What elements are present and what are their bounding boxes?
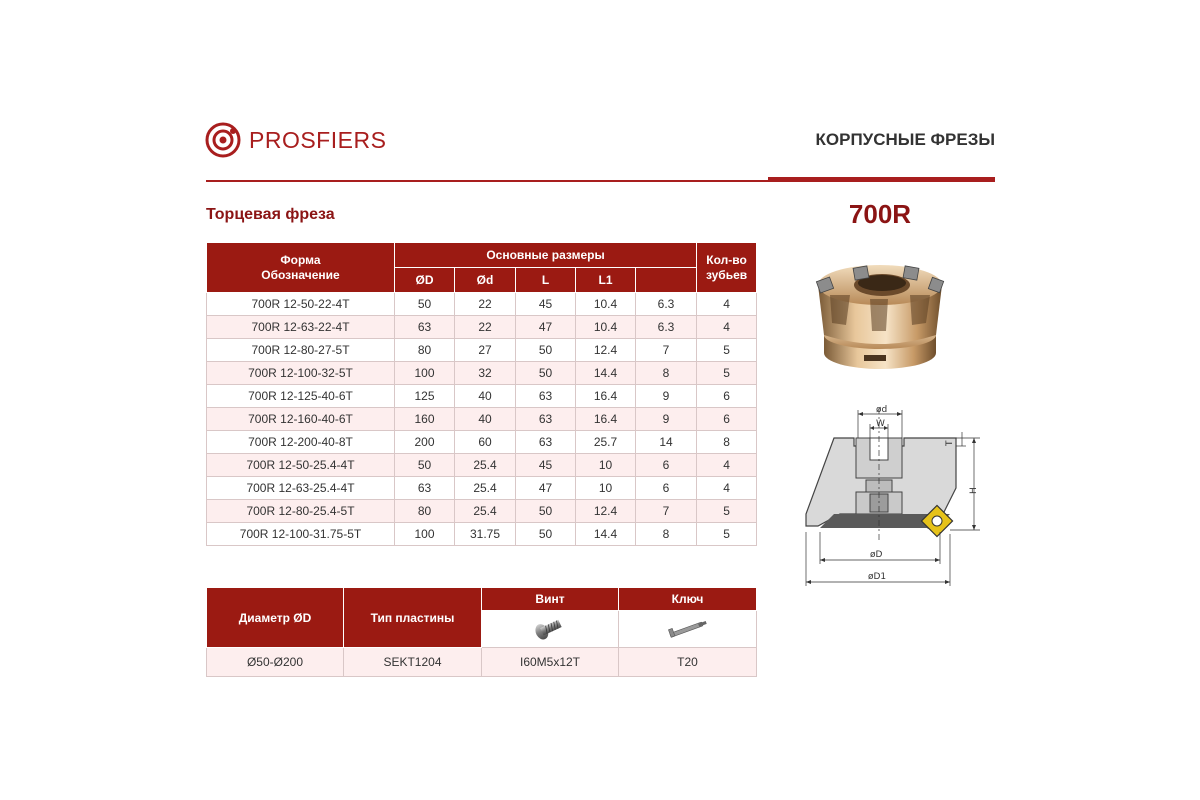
screw-icon — [530, 614, 570, 642]
cell-designation: 700R 12-50-25.4-4T — [207, 454, 395, 477]
label-h: H — [969, 487, 979, 494]
model-name: 700R — [848, 199, 912, 229]
cell-value: 50 — [516, 523, 576, 546]
cell-value: 63 — [516, 431, 576, 454]
cell-value: 100 — [395, 523, 455, 546]
cell-value: 47 — [516, 477, 576, 500]
cell-designation: 700R 12-63-25.4-4T — [207, 477, 395, 500]
brand-name: PROSFIERS — [249, 126, 387, 153]
table-row — [207, 362, 757, 385]
cell-value: 16.4 — [576, 385, 636, 408]
header-main-dimensions: Основные размеры — [395, 243, 697, 268]
cell-value: 14.4 — [576, 523, 636, 546]
cell-value: 60 — [455, 431, 516, 454]
section-title: Торцевая фреза — [206, 206, 335, 223]
header-key: Ключ — [619, 588, 757, 611]
value-insert-type: SEKT1204 — [344, 648, 482, 677]
cell-value: 50 — [395, 454, 455, 477]
cell-value: 22 — [455, 293, 516, 316]
cell-value: 4 — [697, 293, 757, 316]
category-title: КОРПУСНЫЕ ФРЕЗЫ — [815, 130, 995, 149]
cell-value: 4 — [697, 316, 757, 339]
label-D1: øD1 — [868, 572, 887, 582]
brand-logo — [205, 120, 390, 160]
torx-key-icon — [663, 614, 713, 642]
cell-designation: 700R 12-80-25.4-5T — [207, 500, 395, 523]
value-key: T20 — [619, 648, 757, 677]
label-w: W — [876, 419, 885, 429]
cell-designation: 700R 12-160-40-6T — [207, 408, 395, 431]
cell-value: 16.4 — [576, 408, 636, 431]
header-divider — [206, 180, 768, 182]
cell-designation: 700R 12-50-22-4T — [207, 293, 395, 316]
cell-value: 27 — [455, 339, 516, 362]
accessories-table — [206, 587, 757, 677]
cell-designation: 700R 12-125-40-6T — [207, 385, 395, 408]
table-row — [207, 454, 757, 477]
cell-value: 6 — [636, 454, 697, 477]
cell-value: 9 — [636, 385, 697, 408]
label-t: T — [945, 440, 955, 446]
cell-value: 45 — [516, 293, 576, 316]
cell-designation: 700R 12-63-22-4T — [207, 316, 395, 339]
cell-value: 31.75 — [455, 523, 516, 546]
screw-image-cell — [482, 611, 619, 648]
cell-value: 7 — [636, 339, 697, 362]
product-photo — [800, 255, 960, 380]
cell-value: 47 — [516, 316, 576, 339]
cell-value: 8 — [636, 362, 697, 385]
cell-value: 5 — [697, 362, 757, 385]
cell-value: 10 — [576, 477, 636, 500]
cell-value: 32 — [455, 362, 516, 385]
cell-value: 12.4 — [576, 500, 636, 523]
cell-value: 6 — [636, 477, 697, 500]
cell-value: 25.4 — [455, 454, 516, 477]
value-screw: I60M5x12T — [482, 648, 619, 677]
cell-value: 22 — [455, 316, 516, 339]
table-row — [207, 385, 757, 408]
cell-designation: 700R 12-100-32-5T — [207, 362, 395, 385]
header-teeth: Кол-во зубьев — [697, 243, 757, 293]
cell-value: 125 — [395, 385, 455, 408]
table-row — [207, 500, 757, 523]
cell-value: 50 — [516, 500, 576, 523]
cell-value: 63 — [395, 477, 455, 500]
cell-value: 25.4 — [455, 477, 516, 500]
header-diameter: Диаметр ØD — [207, 588, 344, 648]
subheader-dimension — [636, 268, 697, 293]
header-screw: Винт — [482, 588, 619, 611]
cell-value: 80 — [395, 339, 455, 362]
cell-value: 45 — [516, 454, 576, 477]
table-row — [207, 408, 757, 431]
cell-designation: 700R 12-200-40-8T — [207, 431, 395, 454]
cell-value: 6.3 — [636, 293, 697, 316]
cell-value: 9 — [636, 408, 697, 431]
cell-value: 63 — [395, 316, 455, 339]
label-D: øD — [870, 550, 883, 560]
cell-value: 25.7 — [576, 431, 636, 454]
table-row — [207, 523, 757, 546]
cell-value: 5 — [697, 523, 757, 546]
cell-value: 50 — [516, 339, 576, 362]
cell-designation: 700R 12-80-27-5T — [207, 339, 395, 362]
cell-value: 6 — [697, 385, 757, 408]
header-form: Форма Обозначение — [207, 243, 395, 293]
cell-value: 100 — [395, 362, 455, 385]
table-row — [207, 293, 757, 316]
cell-value: 63 — [516, 385, 576, 408]
table-row — [207, 339, 757, 362]
cell-value: 14 — [636, 431, 697, 454]
key-image-cell — [619, 611, 757, 648]
subheader-dimension: Ød — [455, 268, 516, 293]
cell-value: 40 — [455, 385, 516, 408]
cell-value: 5 — [697, 500, 757, 523]
value-diameter: Ø50-Ø200 — [207, 648, 344, 677]
cell-value: 200 — [395, 431, 455, 454]
cell-value: 25.4 — [455, 500, 516, 523]
technical-drawing — [800, 402, 985, 592]
table-row — [207, 477, 757, 500]
cell-value: 14.4 — [576, 362, 636, 385]
cell-value: 8 — [636, 523, 697, 546]
brand-logo-icon — [205, 122, 241, 158]
subheader-dimension: L1 — [576, 268, 636, 293]
header-divider-accent — [768, 177, 995, 182]
cell-value: 12.4 — [576, 339, 636, 362]
cell-value: 5 — [697, 339, 757, 362]
cell-value: 4 — [697, 454, 757, 477]
table-row — [207, 431, 757, 454]
dimensions-table — [206, 242, 757, 546]
cell-value: 50 — [516, 362, 576, 385]
label-d: ød — [876, 405, 888, 415]
cell-value: 7 — [636, 500, 697, 523]
cell-value: 10.4 — [576, 316, 636, 339]
cell-value: 8 — [697, 431, 757, 454]
cell-value: 80 — [395, 500, 455, 523]
cell-value: 4 — [697, 477, 757, 500]
cell-value: 63 — [516, 408, 576, 431]
cell-value: 10 — [576, 454, 636, 477]
cell-value: 6 — [697, 408, 757, 431]
header-insert-type: Тип пластины — [344, 588, 482, 648]
cell-designation: 700R 12-100-31.75-5T — [207, 523, 395, 546]
cell-value: 40 — [455, 408, 516, 431]
table-row — [207, 316, 757, 339]
subheader-dimension: L — [516, 268, 576, 293]
cell-value: 160 — [395, 408, 455, 431]
subheader-dimension: ØD — [395, 268, 455, 293]
cell-value: 10.4 — [576, 293, 636, 316]
cell-value: 50 — [395, 293, 455, 316]
cell-value: 6.3 — [636, 316, 697, 339]
